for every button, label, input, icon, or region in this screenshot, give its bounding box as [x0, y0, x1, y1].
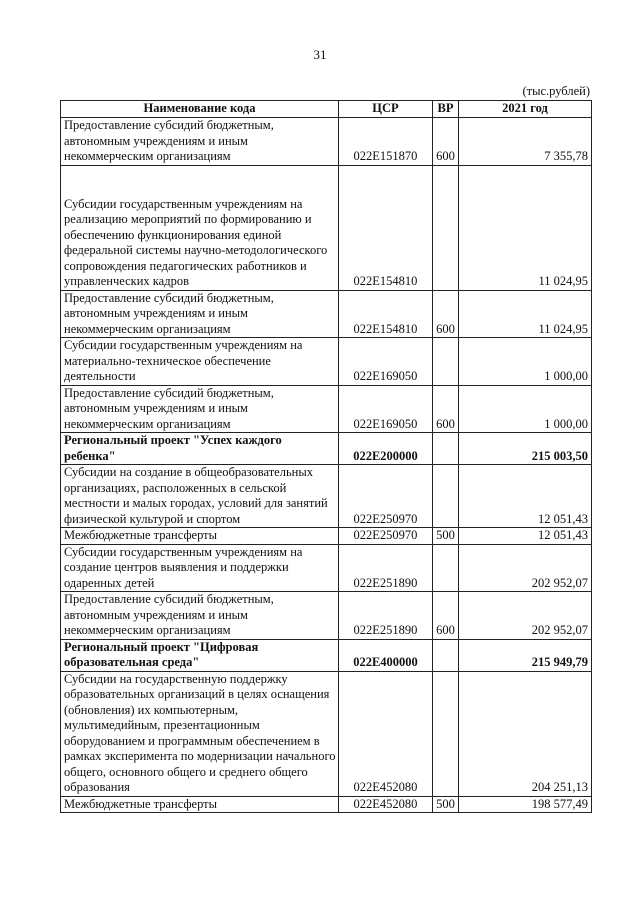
row-name	[61, 338, 339, 386]
table-row	[61, 796, 592, 813]
row-csr: 022Е250970	[339, 465, 433, 528]
row-name-line: физической культурой и спортом	[64, 511, 241, 526]
row-name-line: федеральной системы научно-методологического	[64, 243, 328, 257]
row-name-line: реализацию мероприятий по формированию и	[64, 212, 312, 226]
row-name-line: автономным учреждениям и иным	[64, 607, 248, 622]
row-name-line: Субсидии государственным учреждениям на	[64, 338, 303, 352]
header-name: Наименование кода	[61, 101, 339, 118]
row-name-line: образовательных организаций в целях оснащения	[64, 687, 330, 701]
row-name-line: управленческих кадров	[64, 274, 189, 288]
table-row	[61, 290, 592, 338]
table-row	[61, 465, 592, 528]
row-csr: 022Е154810	[339, 290, 433, 338]
row-csr: 022Е154810	[339, 165, 433, 290]
row-name-line: сопровождения педагогических работников и	[64, 258, 307, 273]
row-name-line: некоммерческим организациям	[64, 623, 231, 637]
row-vr: 500	[433, 528, 459, 545]
row-name-line: ребенка"	[64, 448, 116, 463]
row-name-line: создание центров выявления и поддержки	[64, 560, 289, 574]
row-name-line: организациях, расположенных в сельской	[64, 480, 287, 495]
row-name	[61, 465, 339, 528]
budget-table	[60, 100, 592, 813]
row-name-line: Межбюджетные трансферты	[64, 528, 218, 542]
row-name-line: местности и малых городах, условий для занятий	[64, 496, 328, 510]
row-vr: 600	[433, 592, 459, 640]
row-amount: 202 952,07	[459, 592, 592, 640]
row-amount: 12 051,43	[459, 465, 592, 528]
row-csr: 022Е169050	[339, 338, 433, 386]
row-name-line: одаренных детей	[64, 575, 155, 590]
table-row-section	[61, 433, 592, 465]
row-name-line: Предоставление субсидий бюджетным,	[64, 385, 274, 400]
table-row	[61, 338, 592, 386]
row-amount: 204 251,13	[459, 671, 592, 796]
row-name-line: Субсидии на государственную поддержку	[64, 671, 288, 686]
row-name-line: Предоставление субсидий бюджетным,	[64, 118, 274, 132]
row-vr: 600	[433, 290, 459, 338]
row-vr	[433, 165, 459, 290]
row-amount: 11 024,95	[459, 165, 592, 290]
table-header-row	[61, 101, 592, 118]
row-amount: 202 952,07	[459, 544, 592, 592]
table-row	[61, 118, 592, 166]
row-name-line: мультимедийным, презентационным	[64, 718, 260, 732]
row-amount: 1 000,00	[459, 338, 592, 386]
table-row	[61, 544, 592, 592]
row-name	[61, 165, 339, 290]
row-name-line: оборудованием и программным обеспечением в	[64, 733, 320, 748]
row-name	[61, 385, 339, 433]
row-amount: 12 051,43	[459, 528, 592, 545]
row-name-line: автономным учреждениям и иным	[64, 306, 248, 320]
page-number: 31	[313, 47, 327, 62]
table-row	[61, 385, 592, 433]
row-name	[61, 671, 339, 796]
row-name-line: Субсидии государственным учреждениям на	[64, 544, 303, 559]
row-name-line: образовательная среда"	[64, 655, 200, 669]
table-row-section	[61, 639, 592, 671]
row-name	[61, 290, 339, 338]
row-name-line	[64, 166, 335, 182]
row-name-line: Предоставление субсидий бюджетным,	[64, 592, 274, 606]
row-vr	[433, 671, 459, 796]
row-name-line: некоммерческим организациям	[64, 416, 231, 431]
row-name-line: Межбюджетные трансферты	[64, 796, 218, 811]
row-name-line: Региональный проект "Успех каждого	[64, 433, 282, 447]
row-name	[61, 433, 339, 465]
row-csr: 022Е250970	[339, 528, 433, 545]
row-csr: 022Е251890	[339, 592, 433, 640]
row-csr: 022Е251890	[339, 544, 433, 592]
row-csr: 022Е400000	[339, 639, 433, 671]
row-amount: 198 577,49	[459, 796, 592, 813]
row-name-line: рамках эксперимента по модернизации начального	[64, 749, 336, 763]
row-name	[61, 528, 339, 545]
row-name-line: общего, основного общего и среднего общего	[64, 764, 308, 779]
row-vr	[433, 465, 459, 528]
row-amount: 215 003,50	[459, 433, 592, 465]
header-csr: ЦСР	[339, 101, 433, 118]
row-vr: 500	[433, 796, 459, 813]
row-csr: 022Е452080	[339, 671, 433, 796]
table-row	[61, 592, 592, 640]
units-label: (тыс.рублей)	[522, 84, 590, 98]
row-amount: 215 949,79	[459, 639, 592, 671]
row-name-line: (обновления) их компьютерным,	[64, 702, 239, 717]
row-name-line: деятельности	[64, 369, 136, 383]
row-amount: 7 355,78	[459, 118, 592, 166]
row-name	[61, 118, 339, 166]
header-year: 2021 год	[459, 101, 592, 118]
row-vr	[433, 338, 459, 386]
row-name-line	[64, 181, 335, 197]
row-csr: 022Е151870	[339, 118, 433, 166]
row-amount: 11 024,95	[459, 290, 592, 338]
table-row	[61, 165, 592, 290]
row-name-line: обеспечению функционирования единой	[64, 227, 282, 242]
row-name-line: материально-техническое обеспечение	[64, 353, 271, 368]
row-amount: 1 000,00	[459, 385, 592, 433]
row-vr	[433, 639, 459, 671]
row-csr: 022Е200000	[339, 433, 433, 465]
row-vr: 600	[433, 118, 459, 166]
table-row	[61, 671, 592, 796]
row-csr: 022Е169050	[339, 385, 433, 433]
row-name-line: Субсидии государственным учреждениям на	[64, 196, 303, 211]
row-csr: 022Е452080	[339, 796, 433, 813]
header-vr: ВР	[433, 101, 459, 118]
table-row	[61, 528, 592, 545]
row-vr	[433, 433, 459, 465]
row-name-line: Региональный проект "Цифровая	[64, 639, 259, 654]
row-name-line: Предоставление субсидий бюджетным,	[64, 290, 274, 305]
row-name-line: Субсидии на создание в общеобразовательных	[64, 465, 313, 479]
row-name-line: некоммерческим организациям	[64, 321, 231, 336]
row-name-line: автономным учреждениям и иным	[64, 133, 248, 148]
row-name	[61, 592, 339, 640]
row-name-line: образования	[64, 780, 130, 794]
row-name	[61, 544, 339, 592]
row-name-line: некоммерческим организациям	[64, 149, 231, 163]
row-vr	[433, 544, 459, 592]
row-vr: 600	[433, 385, 459, 433]
row-name	[61, 796, 339, 813]
row-name	[61, 639, 339, 671]
row-name-line: автономным учреждениям и иным	[64, 401, 248, 415]
